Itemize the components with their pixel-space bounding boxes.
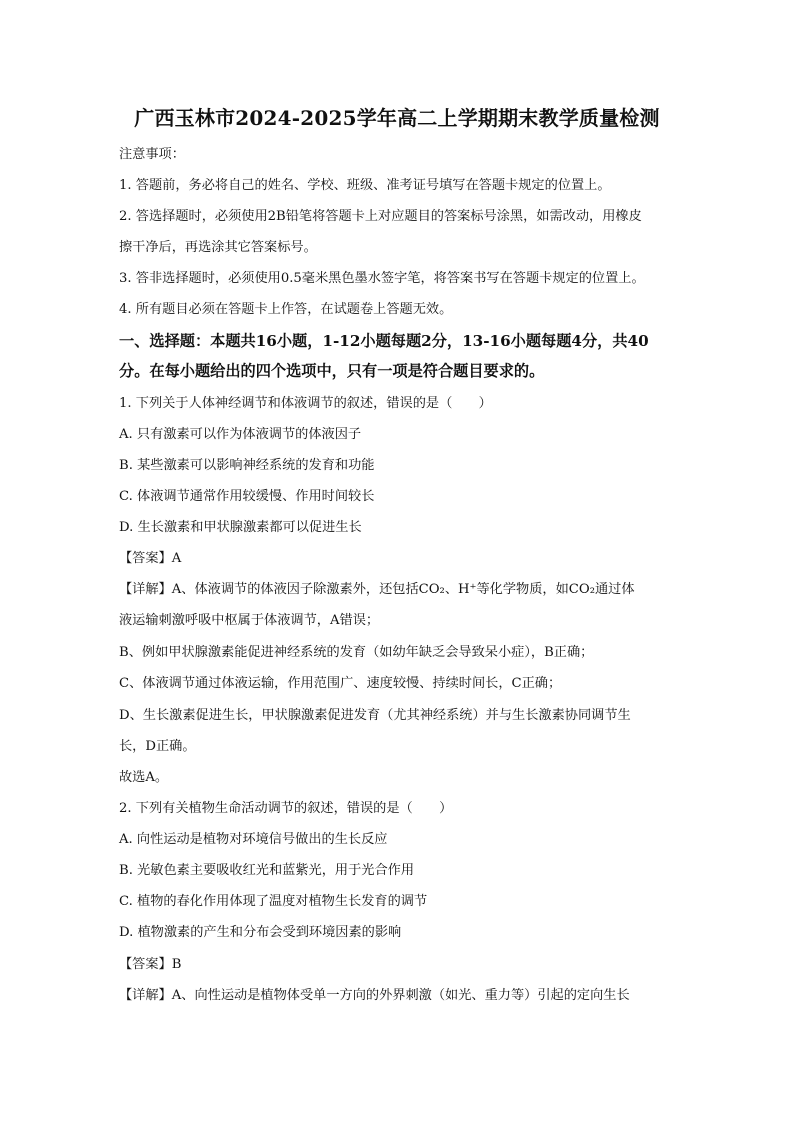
detail-line: D、生长激素促进生长，甲状腺激素促进发育（尤其神经系统）并与生长激素协同调节生 [119,708,631,723]
question-option: D. 生长激素和甲状腺激素都可以促进生长 [119,520,362,535]
detail-line: 液运输刺激呼吸中枢属于体液调节，A错误； [119,613,380,628]
question-option: B. 光敏色素主要吸收红光和蓝紫光，用于光合作用 [119,863,415,878]
answer-line: 【答案】A [119,551,182,566]
question-stem: 2. 下列有关植物生命活动调节的叙述，错误的是（ ） [119,801,453,816]
question-option: A. 只有激素可以作为体液调节的体液因子 [119,427,362,442]
section-heading: 分。在每小题给出的四个选项中，只有一项是符合题目要求的。 [119,362,545,380]
detail-line: 故选A。 [119,770,169,785]
detail-line: 长，D正确。 [119,739,196,754]
detail-line: 【详解】A、体液调节的体液因子除激素外，还包括CO₂、H⁺等化学物质，如CO₂通过体 [119,582,635,597]
notice-heading: 注意事项： [119,147,185,162]
answer-line: 【答案】B [119,957,182,972]
notice-item: 4. 所有题目必须在答题卡上作答，在试题卷上答题无效。 [119,302,453,317]
detail-line: C、体液调节通过体液运输，作用范围广、速度较慢、持续时间长，C正确； [119,676,562,691]
notice-item: 3. 答非选择题时，必须使用0.5毫米黑色墨水签字笔，将答案书写在答题卡规定的位置上。 [119,271,645,286]
notice-item: 1. 答题前，务必将自己的姓名、学校、班级、准考证号填写在答题卡规定的位置上。 [119,178,611,193]
question-option: D. 植物激素的产生和分布会受到环境因素的影响 [119,925,402,940]
notice-item: 2. 答选择题时，必须使用2B铅笔将答题卡上对应题目的答案标号涂黑，如需改动，用橡皮 [119,209,642,224]
detail-line: B、例如甲状腺激素能促进神经系统的发育（如幼年缺乏会导致呆小症），B正确； [119,645,594,660]
detail-line: 【详解】A、向性运动是植物体受单一方向的外界刺激（如光、重力等）引起的定向生长 [119,988,630,1003]
question-option: B. 某些激素可以影响神经系统的发育和功能 [119,458,375,473]
section-heading: 一、选择题：本题共16小题，1-12小题每题2分，13-16小题每题4分，共40 [119,332,649,350]
question-stem: 1. 下列关于人体神经调节和体液调节的叙述，错误的是（ ） [119,396,492,411]
page-title: 广西玉林市2024-2025学年高二上学期期末教学质量检测 [134,106,660,130]
question-option: A. 向性运动是植物对环境信号做出的生长反应 [119,832,388,847]
question-option: C. 植物的春化作用体现了温度对植物生长发育的调节 [119,894,428,909]
question-option: C. 体液调节通常作用较缓慢、作用时间较长 [119,489,375,504]
notice-item: 擦干净后，再选涂其它答案标号。 [119,240,317,255]
